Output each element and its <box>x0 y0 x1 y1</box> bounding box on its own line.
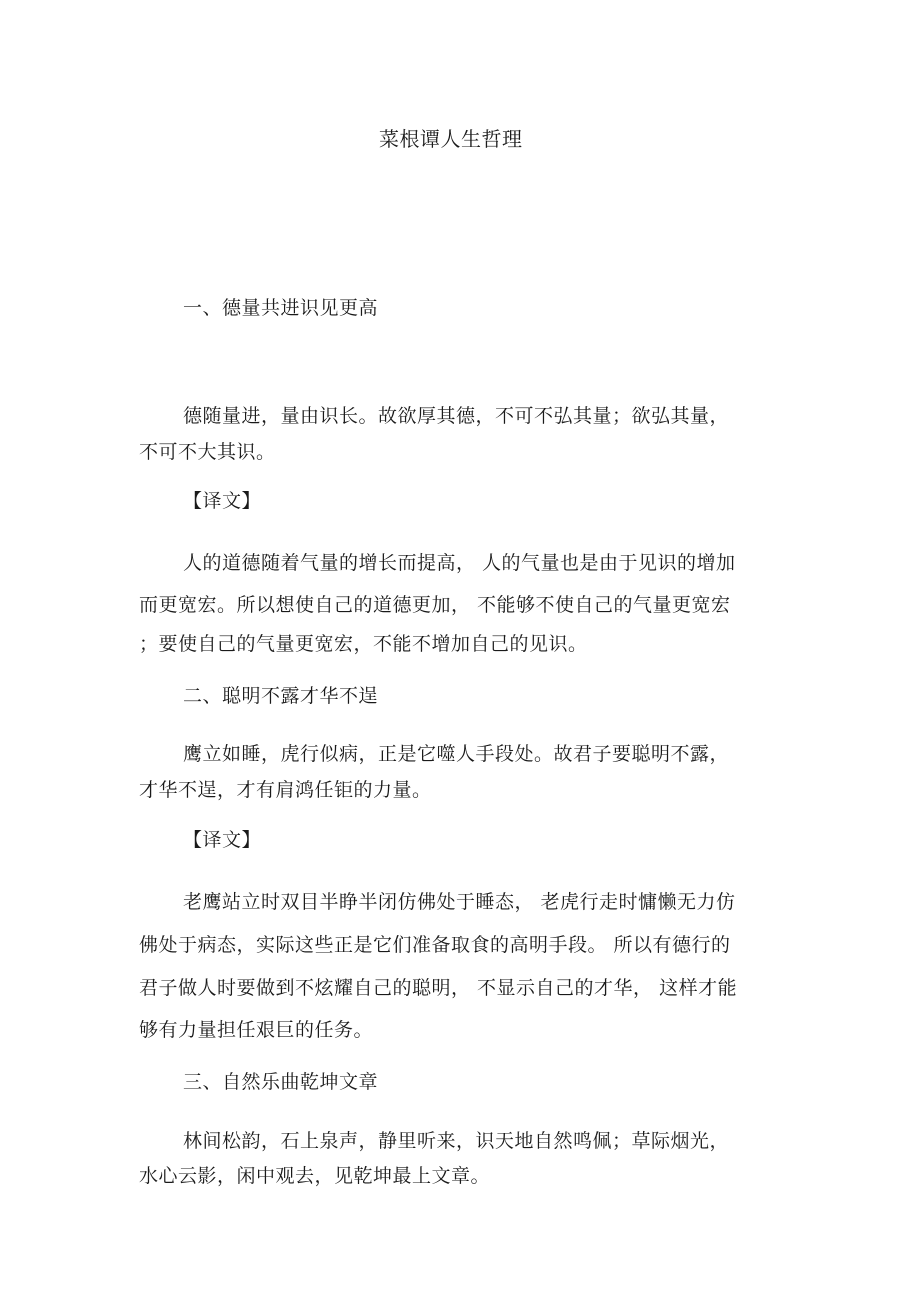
section-2-heading: 二、聪明不露才华不逞 <box>183 685 379 707</box>
section-2-original-line-1: 鹰立如睡，虎行似病，正是它噬人手段处。故君子要聪明不露， <box>183 743 730 765</box>
section-1-translation-line-2: 而更宽宏。所以想使自己的道德更加， 不能够不使自己的气量更宽宏 <box>139 594 731 616</box>
section-3-heading: 三、自然乐曲乾坤文章 <box>183 1071 379 1093</box>
document-title: 菜根谭人生哲理 <box>379 127 523 151</box>
section-3-original-line-1: 林间松韵，石上泉声，静里听来，识天地自然鸣佩；草际烟光， <box>183 1130 730 1152</box>
section-1-translation-label: 【译文】 <box>183 490 262 512</box>
section-2-translation-line-4: 够有力量担任艰巨的任务。 <box>139 1019 374 1041</box>
section-1-translation-line-1: 人的道德随着气量的增长而提高， 人的气量也是由于见识的增加 <box>183 552 736 574</box>
section-2-translation-line-1: 老鹰站立时双目半睁半闭仿佛处于睡态， 老虎行走时慵懒无力仿 <box>183 891 736 913</box>
section-3-original-line-2: 水心云影，闲中观去，见乾坤最上文章。 <box>139 1165 491 1187</box>
section-1-original-line-1: 德随量进，量由识长。故欲厚其德，不可不弘其量；欲弘其量， <box>183 405 730 427</box>
section-1-original-line-2: 不可不大其识。 <box>139 441 276 463</box>
section-2-translation-label: 【译文】 <box>183 829 262 851</box>
section-2-translation-line-2: 佛处于病态，实际这些正是它们准备取食的高明手段。 所以有德行的 <box>139 934 731 956</box>
section-1-translation-line-3: ；要使自己的气量更宽宏，不能不增加自己的见识。 <box>139 633 588 655</box>
section-2-translation-line-3: 君子做人时要做到不炫耀自己的聪明， 不显示自己的才华， 这样才能 <box>139 977 738 999</box>
section-1-heading: 一、德量共进识见更高 <box>183 297 379 319</box>
section-2-original-line-2: 才华不逞，才有肩鸿任钜的力量。 <box>139 779 432 801</box>
